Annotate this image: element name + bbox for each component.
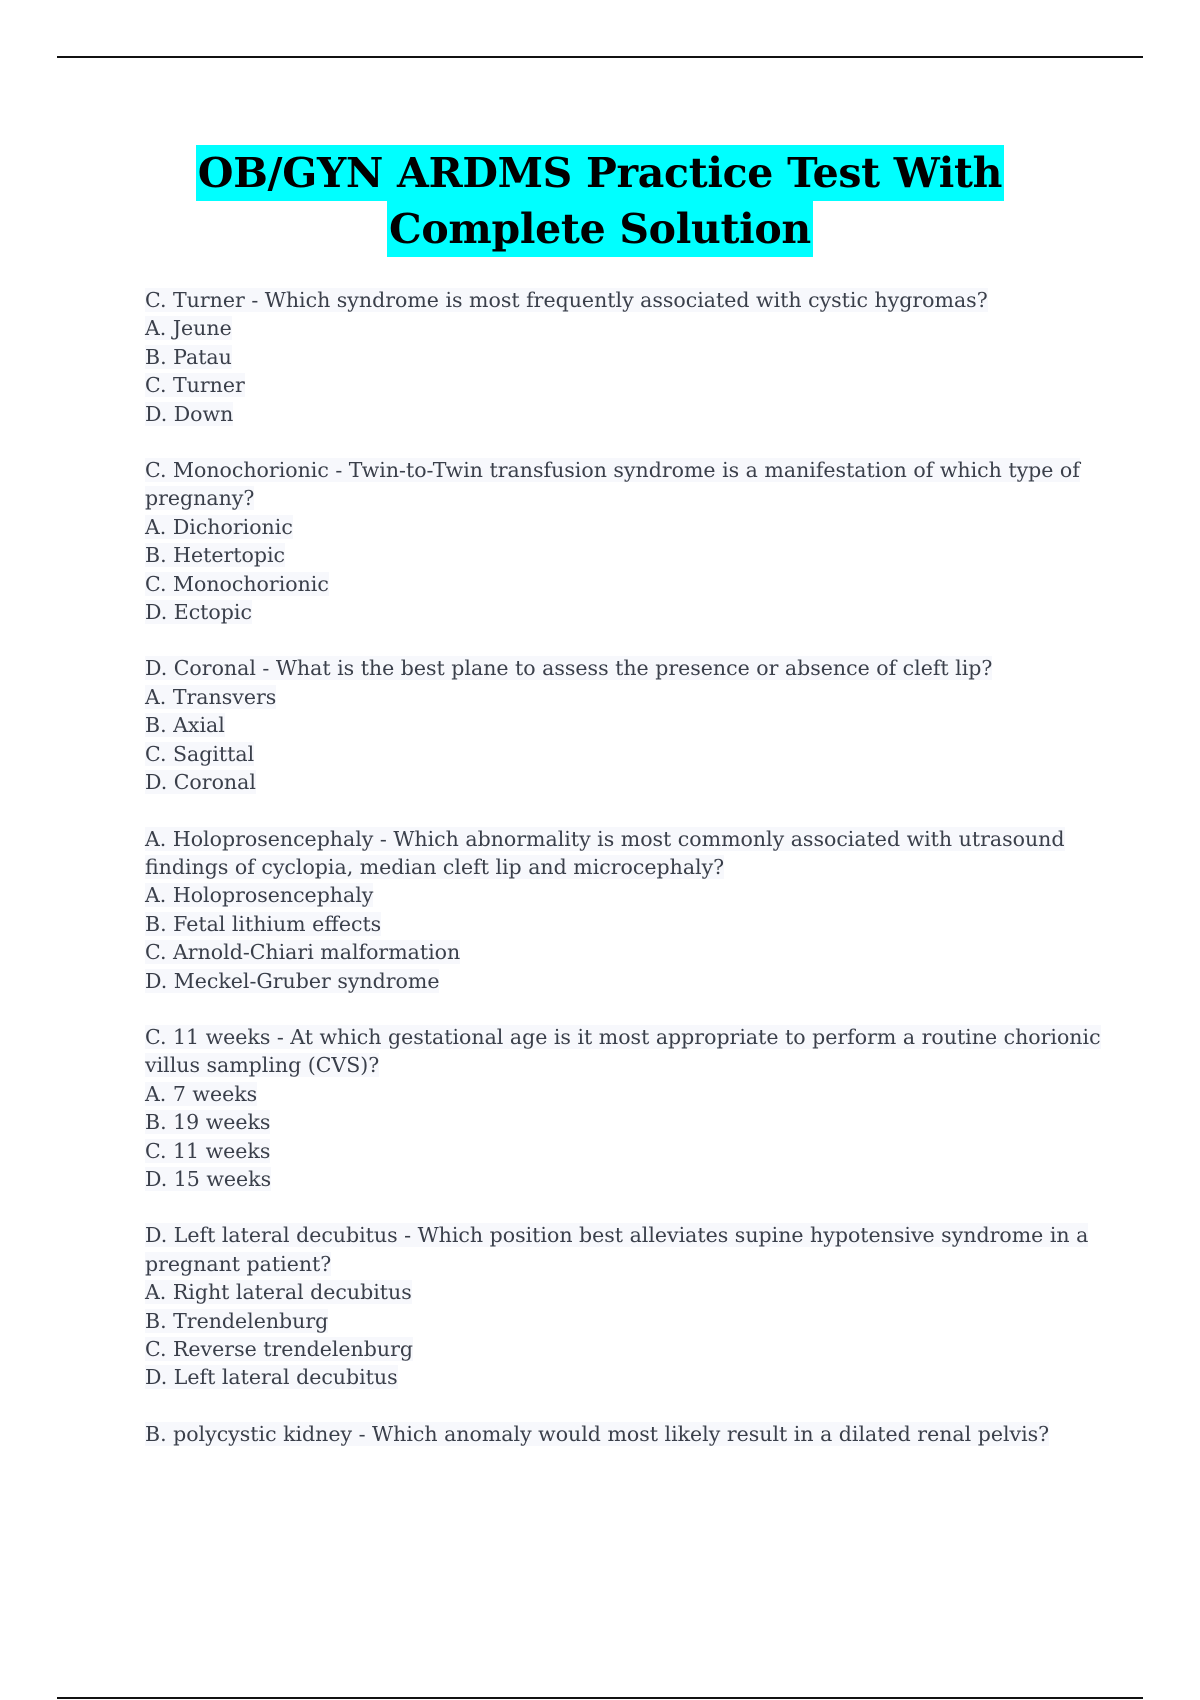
answer-option: D. Down: [145, 401, 234, 426]
answer-option: C. Monochorionic: [145, 571, 329, 596]
answer-option: A. Dichorionic: [145, 514, 293, 539]
question-text: C. Monochorionic - Twin-to-Twin transfusion syndrome is a manifestation of which type of: [145, 458, 1080, 483]
answer-option: B. Patau: [145, 344, 232, 369]
question-block: [145, 456, 1105, 626]
answer-option: A. Transvers: [145, 684, 277, 709]
answer-option: C. Arnold-Chiari malformation: [145, 940, 461, 965]
question-block: [145, 1221, 1105, 1391]
question-text: C. Turner - Which syndrome is most frequently associated with cystic hygromas?: [145, 288, 988, 312]
header-rule: [57, 56, 1143, 58]
question-text: A. Holoprosencephaly - Which abnormality is most commonly associated with utrasound: [145, 826, 1065, 851]
question-block: [145, 1023, 1105, 1193]
answer-option: B. Trendelenburg: [145, 1308, 329, 1333]
document-title: [0, 145, 1200, 257]
title-line-2: Complete Solution: [387, 201, 813, 257]
question-block: [145, 825, 1105, 995]
answer-option: A. 7 weeks: [145, 1081, 258, 1106]
question-text: pregnant patient?: [145, 1251, 332, 1276]
answer-option: D. 15 weeks: [145, 1166, 272, 1191]
answer-option: C. Reverse trendelenburg: [145, 1337, 414, 1361]
question-text: B. polycystic kidney - Which anomaly would most likely result in a dilated renal pelvis?: [145, 1421, 1050, 1446]
answer-option: A. Right lateral decubitus: [145, 1280, 412, 1305]
question-text: pregnany?: [145, 486, 255, 511]
question-text: D. Left lateral decubitus - Which position best alleviates supine hypotensive syndrome in a: [145, 1223, 1089, 1248]
answer-option: B. Fetal lithium effects: [145, 911, 382, 936]
answer-option: C. 11 weeks: [145, 1138, 271, 1163]
title-line-1: OB/GYN ARDMS Practice Test With: [196, 145, 1004, 201]
answer-option: D. Meckel-Gruber syndrome: [145, 968, 440, 993]
answer-option: A. Jeune: [145, 316, 232, 341]
question-block: [145, 286, 1105, 428]
answer-option: D. Coronal: [145, 770, 256, 795]
question-text: C. 11 weeks - At which gestational age is it most appropriate to perform a routine chorionic: [145, 1024, 1101, 1049]
question-block: [145, 1420, 1105, 1448]
answer-option: D. Ectopic: [145, 600, 252, 625]
answer-option: A. Holoprosencephaly: [145, 883, 374, 908]
footer-rule: [57, 1697, 1143, 1699]
answer-option: C. Turner: [145, 373, 245, 398]
question-text: villus sampling (CVS)?: [145, 1053, 380, 1078]
answer-option: B. Hetertopic: [145, 543, 286, 568]
answer-option: D. Left lateral decubitus: [145, 1365, 398, 1390]
answer-option: B. Axial: [145, 713, 225, 738]
answer-option: B. 19 weeks: [145, 1110, 271, 1135]
question-text: findings of cyclopia, median cleft lip and microcephaly?: [145, 854, 725, 879]
answer-option: C. Sagittal: [145, 741, 255, 766]
question-list: [145, 286, 1105, 1448]
question-text: D. Coronal - What is the best plane to assess the presence or absence of cleft lip?: [145, 656, 993, 681]
question-block: [145, 654, 1105, 796]
